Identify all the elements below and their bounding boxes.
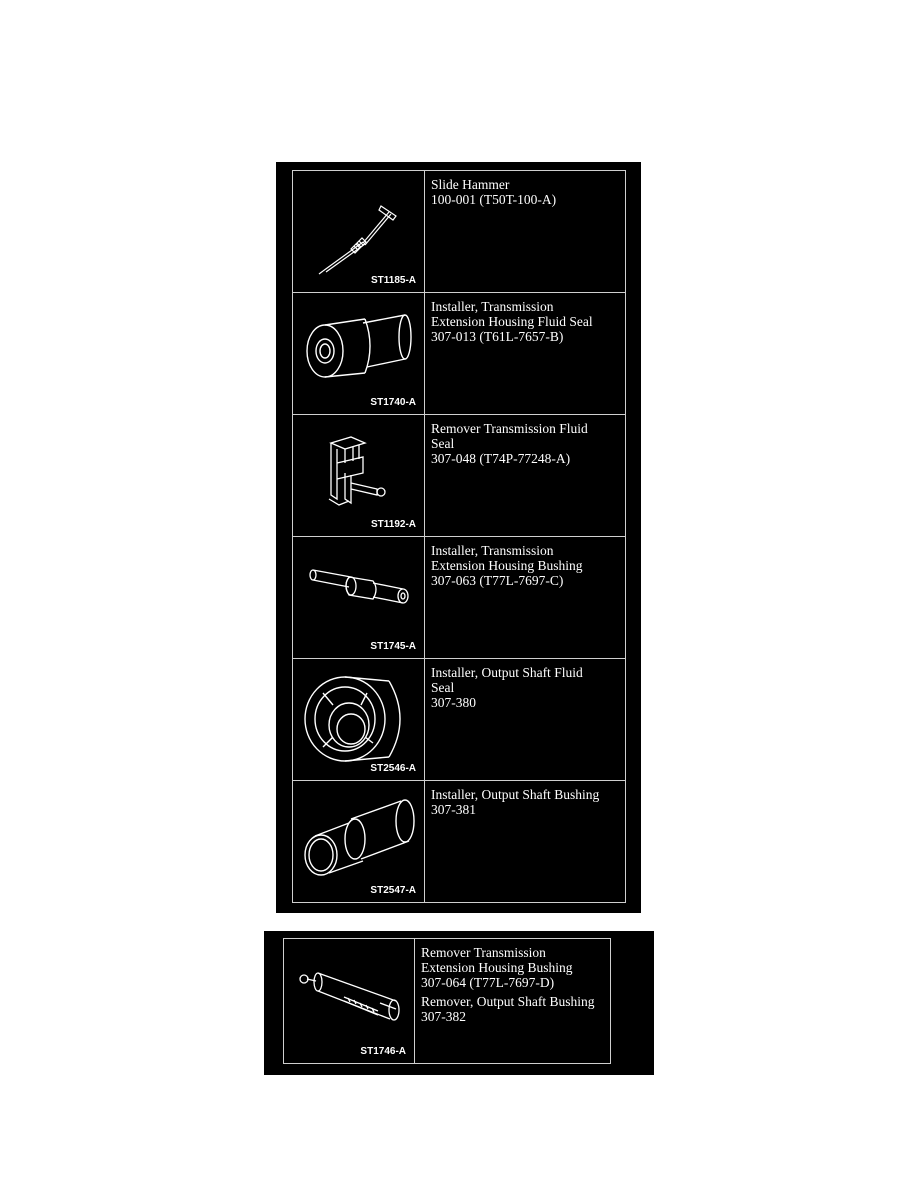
table-row xyxy=(293,537,626,659)
tool-description-cell xyxy=(425,171,626,293)
tool-code: ST2547-A xyxy=(370,885,416,896)
tool-illustration-cell xyxy=(293,781,425,903)
special-tools-table xyxy=(292,170,626,903)
tool-code: ST1746-A xyxy=(360,1046,406,1057)
tool-name: Installer, Transmission xyxy=(431,299,554,314)
tool-description-cell xyxy=(425,659,626,781)
tool-name: Remover Transmission Fluid xyxy=(431,421,588,436)
seal-remover-icon xyxy=(293,415,424,536)
tool-name-continued: Extension Housing Bushing xyxy=(421,960,573,975)
tool-description-cell xyxy=(425,293,626,415)
table-row xyxy=(293,171,626,293)
tool-illustration-cell xyxy=(293,537,425,659)
tool-name: Remover Transmission xyxy=(421,945,546,960)
tool-part-number: 307-063 (T77L-7697-C) xyxy=(431,573,564,588)
tool-name: Slide Hammer xyxy=(431,177,510,192)
tool-illustration-cell xyxy=(293,415,425,537)
output-seal-installer-icon xyxy=(293,659,424,780)
tool-name-continued: Seal xyxy=(431,680,455,695)
tool-code: ST2546-A xyxy=(370,763,416,774)
tool-code: ST1192-A xyxy=(370,519,416,530)
bushing-installer-icon xyxy=(293,537,424,658)
tool-code: ST1740-A xyxy=(370,397,416,408)
seal-installer-icon xyxy=(293,293,424,414)
tool-illustration-cell xyxy=(293,659,425,781)
tool-description-cell xyxy=(425,781,626,903)
tool-part-number-alt: 307-382 xyxy=(421,1009,466,1024)
tool-part-number: 307-048 (T74P-77248-A) xyxy=(431,451,571,466)
special-tools-table-panel xyxy=(276,162,641,913)
table-row xyxy=(284,939,611,1064)
output-bushing-installer-icon xyxy=(293,781,424,902)
table-row xyxy=(293,415,626,537)
tool-name-continued: Extension Housing Bushing xyxy=(431,558,583,573)
tool-code: ST1745-A xyxy=(370,641,416,652)
tool-part-number: 307-064 (T77L-7697-D) xyxy=(421,975,555,990)
tool-part-number: 307-381 xyxy=(431,802,476,817)
tool-description-cell xyxy=(425,537,626,659)
special-tools-table-panel-2 xyxy=(264,931,654,1075)
special-tools-table-2 xyxy=(283,938,611,1064)
slide-hammer-icon xyxy=(293,171,424,292)
tool-description-cell xyxy=(425,415,626,537)
tool-name-continued: Seal xyxy=(431,436,455,451)
tool-part-number: 100-001 (T50T-100-A) xyxy=(431,192,557,207)
tool-name: Installer, Output Shaft Bushing xyxy=(431,787,600,802)
tool-illustration-cell xyxy=(284,939,415,1064)
tool-name: Installer, Output Shaft Fluid xyxy=(431,665,583,680)
tool-code: ST1185-A xyxy=(370,275,416,286)
table-row xyxy=(293,781,626,903)
tool-illustration-cell xyxy=(293,171,425,293)
tool-part-number: 307-380 xyxy=(431,695,476,710)
table-row xyxy=(293,293,626,415)
tool-illustration-cell xyxy=(293,293,425,415)
tool-name-alt: Remover, Output Shaft Bushing xyxy=(421,994,595,1009)
tool-name-continued: Extension Housing Fluid Seal xyxy=(431,314,593,329)
table-row xyxy=(293,659,626,781)
tool-part-number: 307-013 (T61L-7657-B) xyxy=(431,329,564,344)
tool-description-cell xyxy=(415,939,611,1064)
bushing-remover-icon xyxy=(284,939,414,1063)
tool-name: Installer, Transmission xyxy=(431,543,554,558)
